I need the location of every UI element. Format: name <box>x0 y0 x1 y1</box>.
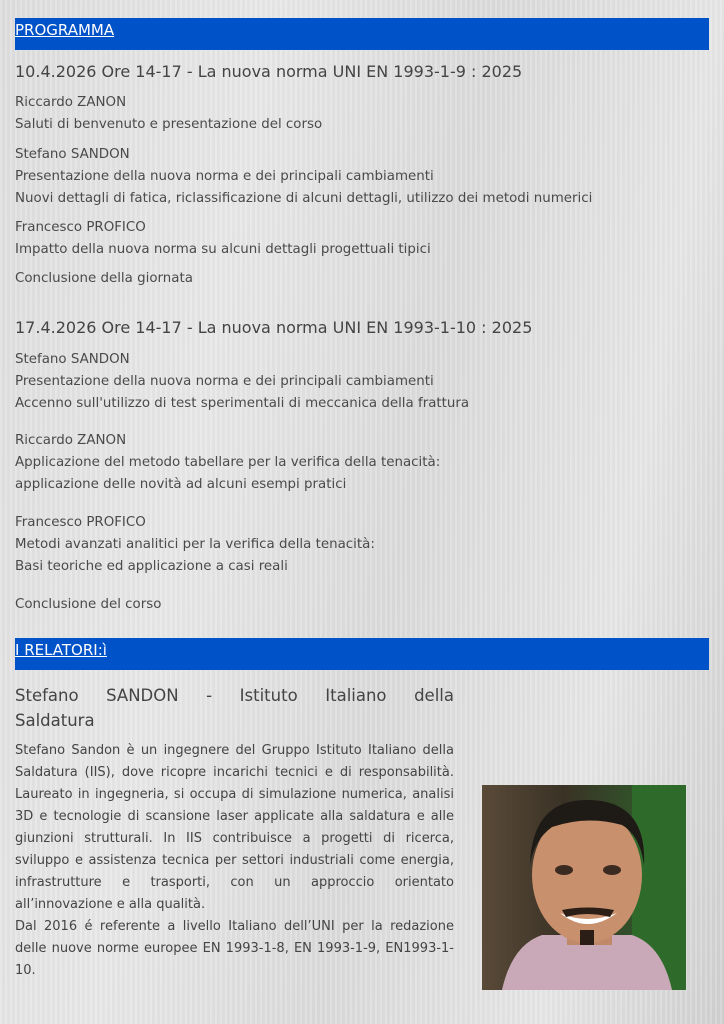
speaker-photo <box>482 785 686 990</box>
session-topic: applicazione delle novità ad alcuni esempi pratici <box>15 477 347 492</box>
bio-paragraph: Stefano Sandon è un ingegnere del Gruppo Istituto Italiano della Saldatura (IIS), dove ricopre incarichi tecnici e di responsabilità. Laureato in ingegneria, si occupa di simulazione numerica, analisi 3D e tecnologie di scansione laser applicate alla saldatura e alle giunzioni strutturali. In IIS contribuisce a progetti di ricerca, sviluppo e assistenza tecnica per settori industriali come energia, infrastrutture e trasporti, con un approccio orientato all’innovazione e alla qualità. <box>15 743 454 912</box>
session-topic: Presentazione della nuova norma e dei principali cambiamenti <box>15 169 434 184</box>
speaker-name: Riccardo ZANON <box>15 95 127 110</box>
day1-session2 <box>15 144 592 210</box>
day2-session2 <box>15 430 440 496</box>
day1-session3 <box>15 217 431 261</box>
day1-closing: Conclusione della giornata <box>15 271 193 286</box>
speaker-name: Riccardo ZANON <box>15 433 127 448</box>
speaker-name: Francesco PROFICO <box>15 515 146 530</box>
speaker-heading <box>15 683 454 733</box>
day2-session3 <box>15 512 375 578</box>
speaker-heading-line2: Saldatura <box>15 711 95 730</box>
portrait-illustration <box>482 785 686 990</box>
session-topic: Metodi avanzati analitici per la verifica della tenacità: <box>15 537 375 552</box>
session-topic: Accenno sull'utilizzo di test sperimentali di meccanica della frattura <box>15 396 470 411</box>
programma-banner <box>15 18 709 50</box>
speaker-name: Stefano SANDON <box>15 147 130 162</box>
speaker-heading-line1: Stefano SANDON - Istituto Italiano della <box>15 686 454 705</box>
session-topic: Presentazione della nuova norma e dei principali cambiamenti <box>15 374 434 389</box>
session-topic: Saluti di benvenuto e presentazione del corso <box>15 117 323 132</box>
session-topic: Impatto della nuova norma su alcuni dettagli progettuali tipici <box>15 242 431 257</box>
day2-closing: Conclusione del corso <box>15 597 162 612</box>
day2-title: 17.4.2026 Ore 14-17 - La nuova norma UNI EN 1993-1-10 : 2025 <box>15 318 533 337</box>
day1-session1 <box>15 92 322 136</box>
day2-session1 <box>15 349 469 415</box>
session-topic: Basi teoriche ed applicazione a casi reali <box>15 559 288 574</box>
speaker-bio <box>15 740 454 982</box>
programma-title: PROGRAMMA <box>15 21 115 39</box>
day1-title: 10.4.2026 Ore 14-17 - La nuova norma UNI EN 1993-1-9 : 2025 <box>15 62 523 81</box>
session-topic: Nuovi dettagli di fatica, riclassificazione di alcuni dettagli, utilizzo dei metodi numerici <box>15 191 593 206</box>
session-topic: Applicazione del metodo tabellare per la verifica della tenacità: <box>15 455 441 470</box>
relatori-title: I RELATORI:ì <box>15 641 107 659</box>
speaker-name: Stefano SANDON <box>15 352 130 367</box>
bio-paragraph: Dal 2016 é referente a livello Italiano dell’UNI per la redazione delle nuove norme europee EN 1993-1-8, EN 1993-1-9, EN1993-1-10. <box>15 919 454 978</box>
speaker-name: Francesco PROFICO <box>15 220 146 235</box>
relatori-banner <box>15 638 709 670</box>
